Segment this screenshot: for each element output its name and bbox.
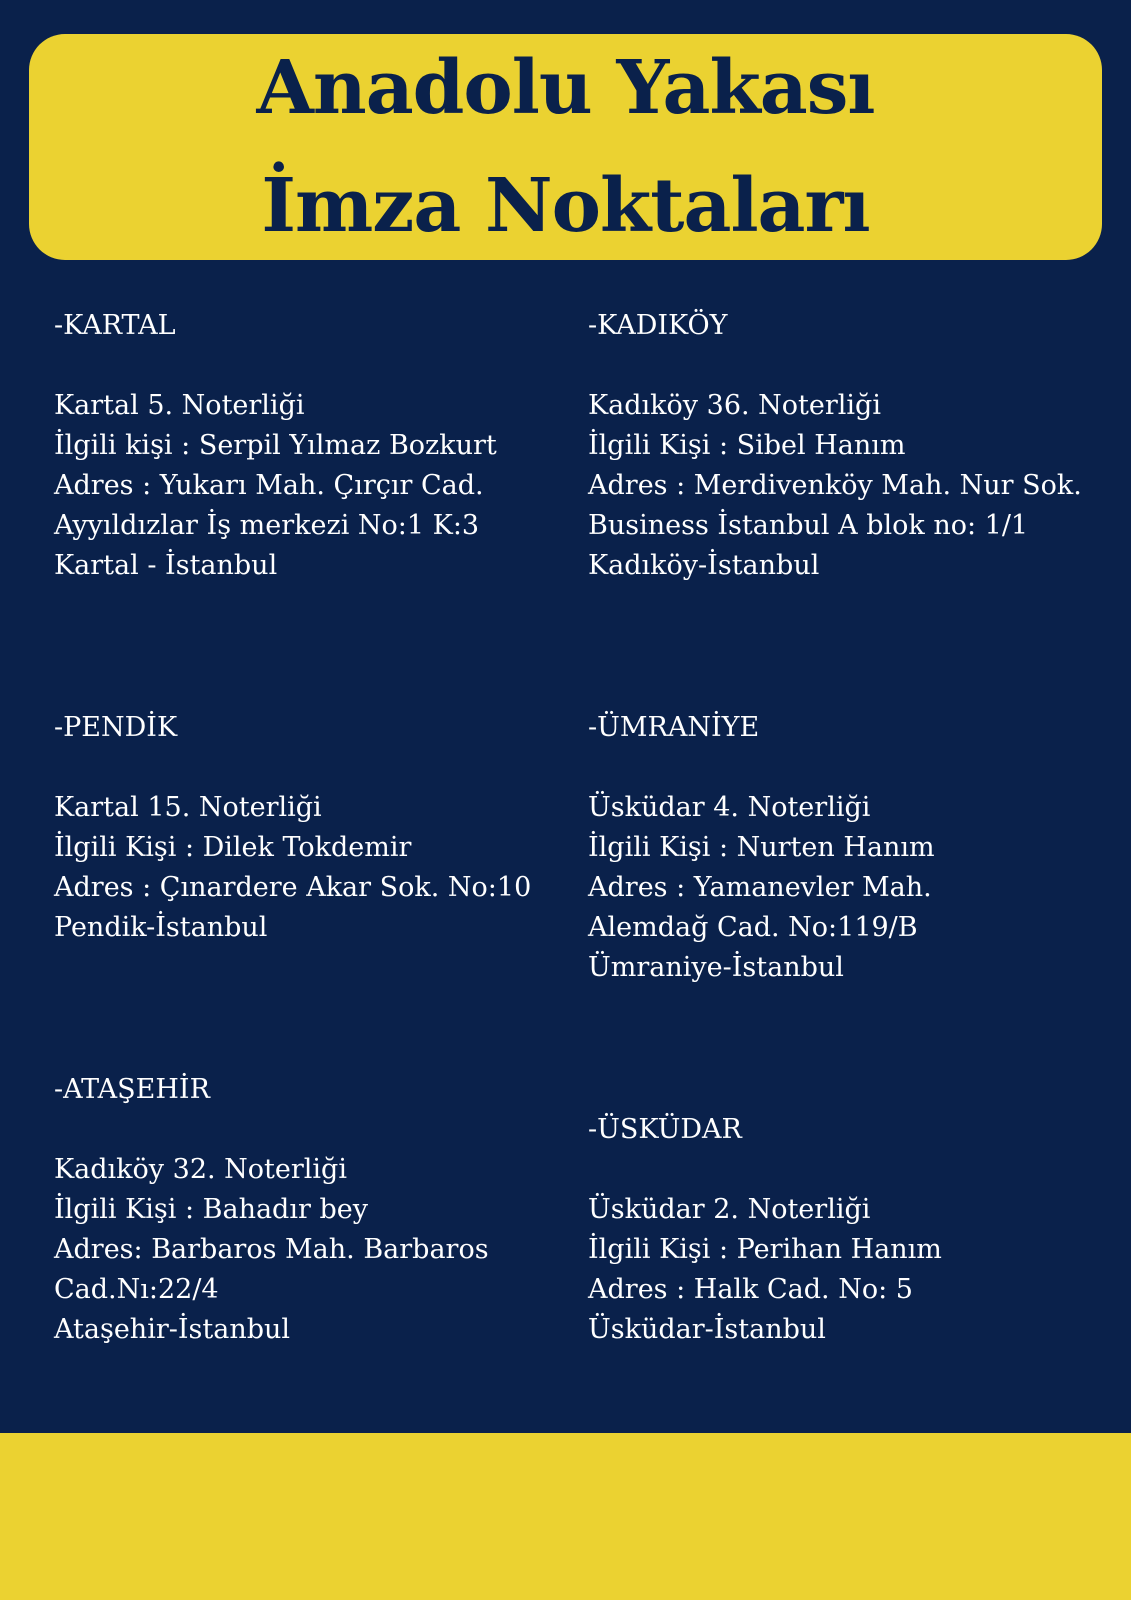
contact-person: İlgili Kişi : Sibel Hanım [588,430,906,461]
address-line: Adres : Merdivenköy Mah. Nur Sok. [588,470,1082,501]
address-line: Adres : Halk Cad. No: 5 [588,1274,913,1305]
section-heading-umraniye: -ÜMRANİYE [588,712,760,743]
section-heading-uskudar: -ÜSKÜDAR [588,1114,742,1145]
district-city: Kartal - İstanbul [54,550,278,581]
address-line: Alemdağ Cad. No:119/B [588,912,918,943]
page-title-line-2: İmza Noktaları [261,163,870,249]
section-atasehir [54,1070,489,1350]
section-heading-pendik: -PENDİK [54,712,178,743]
bottom-band [0,1433,1131,1600]
district-city: Pendik-İstanbul [54,912,268,943]
section-heading-kadikoy: -KADIKÖY [588,310,728,341]
district-city: Kadıköy-İstanbul [588,550,820,581]
address-line: Ayyıldızlar İş merkezi No:1 K:3 [54,510,480,541]
contact-person: İlgili Kişi : Nurten Hanım [588,832,935,863]
section-heading-kartal: -KARTAL [54,310,176,341]
contact-person: İlgili Kişi : Dilek Tokdemir [54,832,412,863]
section-pendik [54,708,531,948]
notary-name: Üsküdar 4. Noterliği [588,792,871,823]
address-line: Cad.Nı:22/4 [54,1274,219,1305]
address-line: Adres : Çınardere Akar Sok. No:10 [54,872,532,903]
address-line: Adres : Yamanevler Mah. [588,872,932,903]
address-line: Adres : Yukarı Mah. Çırçır Cad. [54,470,484,501]
notary-name: Kartal 15. Noterliği [54,792,322,823]
district-city: Ümraniye-İstanbul [588,952,844,983]
address-line: Adres: Barbaros Mah. Barbaros [54,1234,489,1265]
notary-name: Kadıköy 32. Noterliği [54,1154,347,1185]
address-line: Business İstanbul A blok no: 1/1 [588,510,1029,541]
section-kartal [54,306,497,586]
contact-person: İlgili Kişi : Bahadır bey [54,1194,368,1225]
section-umraniye [588,708,935,988]
contact-person: İlgili kişi : Serpil Yılmaz Bozkurt [54,430,497,461]
notary-name: Kadıköy 36. Noterliği [588,390,881,421]
notary-name: Üsküdar 2. Noterliği [588,1194,871,1225]
section-kadikoy [588,306,1082,586]
district-city: Ataşehir-İstanbul [54,1314,291,1345]
notary-name: Kartal 5. Noterliği [54,390,305,421]
contact-person: İlgili Kişi : Perihan Hanım [588,1234,942,1265]
section-uskudar [588,1110,942,1350]
page-title-line-1: Anadolu Yakası [256,45,875,131]
section-heading-atasehir: -ATAŞEHİR [54,1074,210,1105]
title-banner [29,34,1102,260]
district-city: Üsküdar-İstanbul [588,1314,826,1345]
